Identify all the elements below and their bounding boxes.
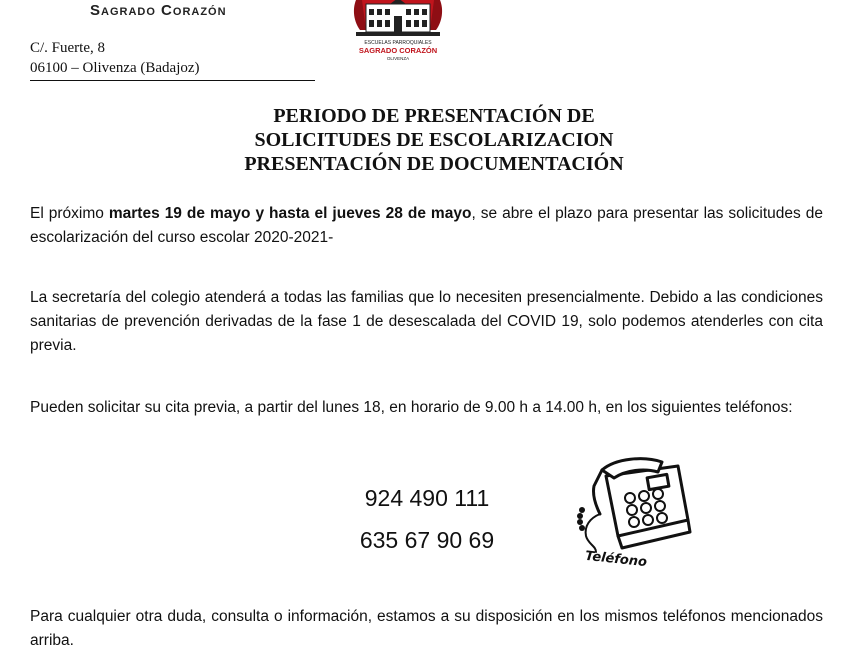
paragraph-dates: [30, 202, 823, 250]
logo-text-top: ESCUELAS PARROQUIALES: [364, 40, 432, 46]
title-line-2: SOLICITUDES DE ESCOLARIZACION: [254, 129, 614, 151]
logo-text-bottom: OLIVENZA: [386, 56, 410, 61]
document-title: [0, 104, 868, 176]
title-line-1: PERIODO DE PRESENTACIÓN DE: [273, 105, 595, 127]
logo-text-main: SAGRADO CORAZÓN: [358, 46, 438, 55]
dates-highlight: martes 19 de mayo y hasta el jueves 28 de mayo: [108, 205, 472, 222]
paragraph-contact: Para cualquier otra duda, consulta o información, estamos a su disposición en los mismos teléfonos mencionados arriba.: [30, 608, 823, 649]
title-line-3: PRESENTACIÓN DE DOCUMENTACIÓN: [244, 153, 624, 175]
paragraph-secretary: La secretaría del colegio atenderá a todas las familias que lo necesiten presencialmente. Debido a las condiciones sanitarias de prevención derivadas de la fase 1 de desescalada del COVID 19, solo podemos atenderles con cita previa.: [30, 289, 823, 354]
phone-number-1: 924 490 111: [364, 485, 490, 511]
dates-intro: El próximo: [30, 205, 109, 222]
dates-rest: , se abre el plazo para presentar las solicitudes de escolarización del curso escolar 2020-2021-: [30, 205, 823, 246]
paragraph-appointment: Pueden solicitar su cita previa, a partir del lunes 18, en horario de 9.00 h a 14.00 h, en los siguientes teléfonos:: [30, 399, 793, 416]
header-divider: [30, 80, 315, 81]
address-street: C/. Fuerte, 8: [30, 40, 105, 56]
school-logo: [352, 0, 444, 66]
school-name: Sagrado Corazón: [90, 2, 227, 19]
address-city: 06100 – Olivenza (Badajoz): [30, 60, 200, 76]
phone-number-2: 635 67 90 69: [359, 527, 495, 553]
telephone-label: Teléfono: [584, 548, 648, 571]
